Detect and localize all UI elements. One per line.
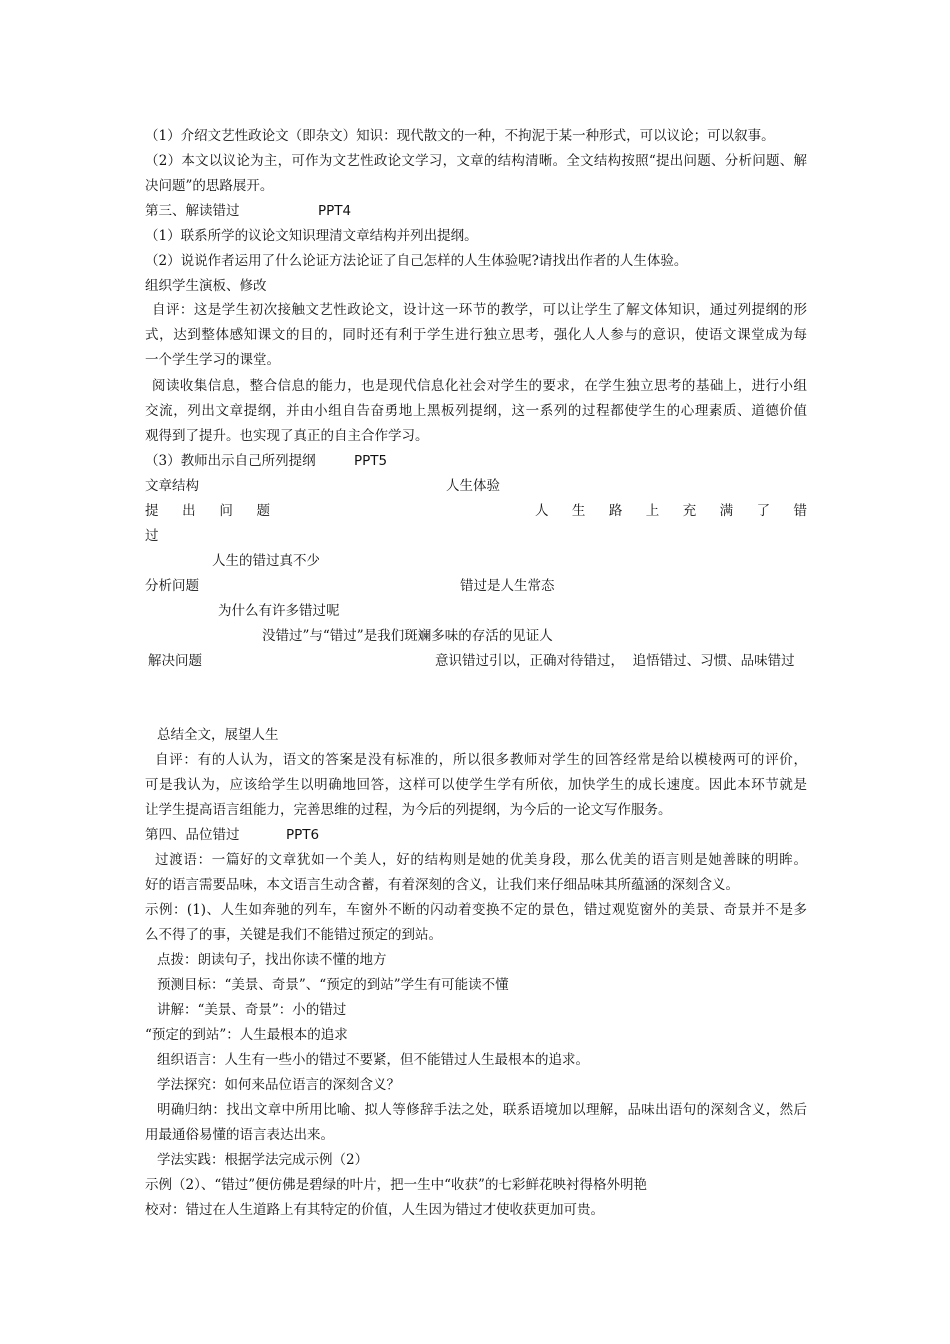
practice-line: 学法实践：根据学法完成示例（2） [157,1152,369,1168]
section-3-question-2: （2）说说作者运用了什么论证方法论证了自己怎样的人生体验呢?请找出作者的人生体验。 [145,253,688,269]
outline-column-experience: 人生体验 [446,478,500,494]
transition-line-1: 过渡语：一篇好的文章犹如一个美人，好的结构则是她的优美身段，那么优美的语言则是她善睐的明眸。 [155,852,807,868]
outline-solve-experience: 意识错过引以，正确对待错过， 追悟错过、习惯、品味错过 [435,653,795,669]
self-evaluation-1-line-1: 自评：这是学生初次接触文艺性政论文，设计这一环节的教学，可以让学生了解文体知识，通过列提纲的形 [152,302,807,318]
ppt5-label: PPT5 [354,453,388,469]
section-3-ppt-label: PPT4 [318,203,352,219]
station-line: “预定的到站”：人生最根本的追求 [145,1027,348,1043]
outline-witness: 没错过”与“错过”是我们斑斓多味的存活的见证人 [262,628,553,644]
organize-students: 组织学生演板、修改 [145,278,267,294]
outline-analyze-question: 分析问题 [145,578,199,594]
self-evaluation-1-line-2: 式，达到整体感知课文的目的，同时还有利于学生进行独立思考，强化人人参与的意识，使语文课堂成为每 [145,327,807,343]
self-evaluation-1-line-3: 一个学生学习的课堂。 [145,352,280,368]
hint-line: 点拨：朗读句子，找出你读不懂的地方 [157,952,387,968]
summary-line: 总结全文，展望人生 [157,727,279,743]
outline-raise-experience-end: 过 [145,528,159,544]
section-4-heading: 第四、品位错过 [145,827,240,843]
section-3-question-3: （3）教师出示自己所列提纲 [145,453,316,469]
clarify-line-1: 明确归纳：找出文章中所用比喻、拟人等修辞手法之处，联系语境加以理解，品味出语句的深刻含义，然后 [157,1102,807,1118]
predict-line: 预测目标：“美景、奇景”、“预定的到站”学生有可能读不懂 [157,977,509,993]
intro-paragraph-2-line-1: （2）本文以议论为主，可作为文艺性政论文学习，文章的结构清晰。全文结构按照“提出问题、分析问题、解 [145,153,807,169]
self-evaluation-2-line-1: 自评：有的人认为，语文的答案是没有标准的，所以很多教师对学生的回答经常是给以模棱两可的评价， [155,752,807,768]
transition-line-2: 好的语言需要品味，本文语言生动含蓄，有着深刻的含义，让我们来仔细品味其所蕴涵的深刻含义。 [145,877,739,893]
intro-paragraph-1: （1）介绍文艺性政论文（即杂文）知识：现代散文的一种，不拘泥于某一种形式，可以议论；可以叙事。 [145,128,775,144]
outline-raise-experience: 人 生 路 上 充 满 了 错 [535,503,807,519]
example-1-line-1: 示例：(1)、人生如奔驰的列车，车窗外不断的闪动着变换不定的景色，错过观览窗外的美景、奇景并不是多 [145,902,807,918]
check-line: 校对：错过在人生道路上有其特定的价值，人生因为错过才使收获更加可贵。 [145,1202,604,1218]
reading-paragraph-line-1: 阅读收集信息，整合信息的能力，也是现代信息化社会对学生的要求，在学生独立思考的基础上，进行小组 [152,378,807,394]
outline-many-mistakes: 人生的错过真不少 [212,553,320,569]
clarify-line-2: 用最通俗易懂的语言表达出来。 [145,1127,334,1143]
outline-mistakes-normal: 错过是人生常态 [460,578,555,594]
section-3-question-1: （1）联系所学的议论文知识理清文章结构并列出提纲。 [145,228,478,244]
self-evaluation-2-line-2: 可是我认为，应该给学生以明确地回答，这样可以使学生学有所依，加快学生的成长速度。因此本环节就是 [145,777,807,793]
intro-paragraph-2-line-2: 决问题”的思路展开。 [145,178,274,194]
section-3-heading: 第三、解读错过 [145,203,240,219]
method-explore-line: 学法探究：如何来品位语言的深刻含义？ [157,1077,400,1093]
organize-language-line: 组织语言：人生有一些小的错过不要紧，但不能错过人生最根本的追求。 [157,1052,589,1068]
outline-solve-question: 解决问题 [148,653,202,669]
self-evaluation-2-line-3: 让学生提高语言组能力，完善思维的过程，为今后的列提纲，为今后的一论文写作服务。 [145,802,672,818]
example-2-line: 示例（2）、“错过”便仿佛是碧绿的叶片，把一生中“收获”的七彩鲜花映衬得格外明艳 [145,1177,647,1193]
section-4-ppt-label: PPT6 [286,827,320,843]
reading-paragraph-line-2: 交流，列出文章提纲，并由小组自告奋勇地上黑板列提纲，这一系列的过程都使学生的心理素质、道德价值 [145,403,807,419]
outline-column-structure: 文章结构 [145,478,199,494]
outline-raise-question: 提 出 问 题 [145,503,270,519]
explain-line: 讲解：“美景、奇景”：小的错过 [157,1002,347,1018]
example-1-line-2: 么不得了的事，关键是我们不能错过预定的到站。 [145,927,442,943]
outline-why-mistakes: 为什么有许多错过呢 [218,603,340,619]
reading-paragraph-line-3: 观得到了提升。也实现了真正的自主合作学习。 [145,428,429,444]
